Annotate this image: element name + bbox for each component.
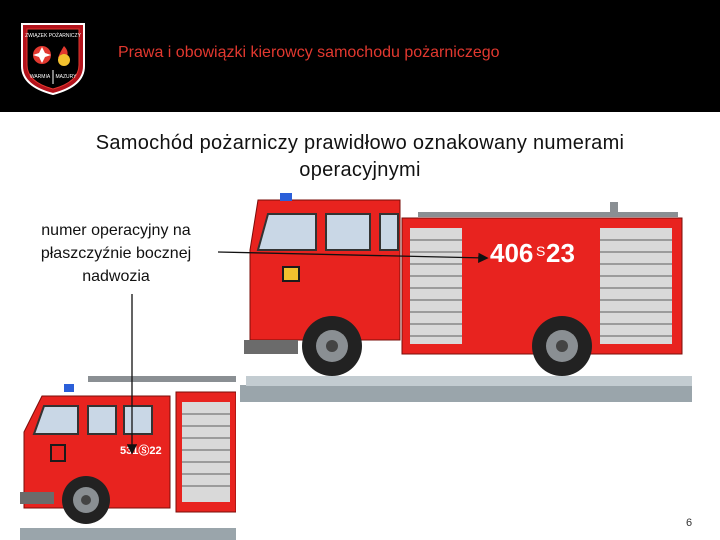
operational-number-small: 531Ⓢ22 (120, 445, 162, 457)
operational-number-right: 23 (546, 238, 575, 268)
header-bar (0, 0, 720, 112)
callout-line-3: nadwozia (82, 268, 150, 285)
fire-brigade-emblem-icon (18, 20, 88, 96)
slide-title-line-1: Samochód pożarniczy prawidłowo oznakowany numerami (95, 132, 625, 154)
slide-title (0, 130, 720, 184)
page-number: 6 (686, 517, 693, 529)
operational-number-mid: S (536, 243, 546, 259)
operational-number-left: 406 (490, 238, 534, 268)
logo-text-right: MAZURY (55, 74, 77, 80)
header-title: Prawa i obowiązki kierowcy samochodu pożarniczego (118, 44, 500, 61)
callout-line-1: numer operacyjny na (41, 222, 191, 239)
fire-truck-photo-small (20, 372, 236, 540)
callout-line-2: płaszczyźnie bocznej (40, 245, 192, 262)
slide-title-line-2: operacyjnymi (299, 159, 421, 181)
callout-label (14, 219, 218, 288)
logo-text-top: ZWIĄZEK POŻARNICZY (25, 33, 81, 39)
fire-truck-photo-large (240, 190, 692, 402)
logo-text-left: WARMIA (29, 74, 51, 80)
